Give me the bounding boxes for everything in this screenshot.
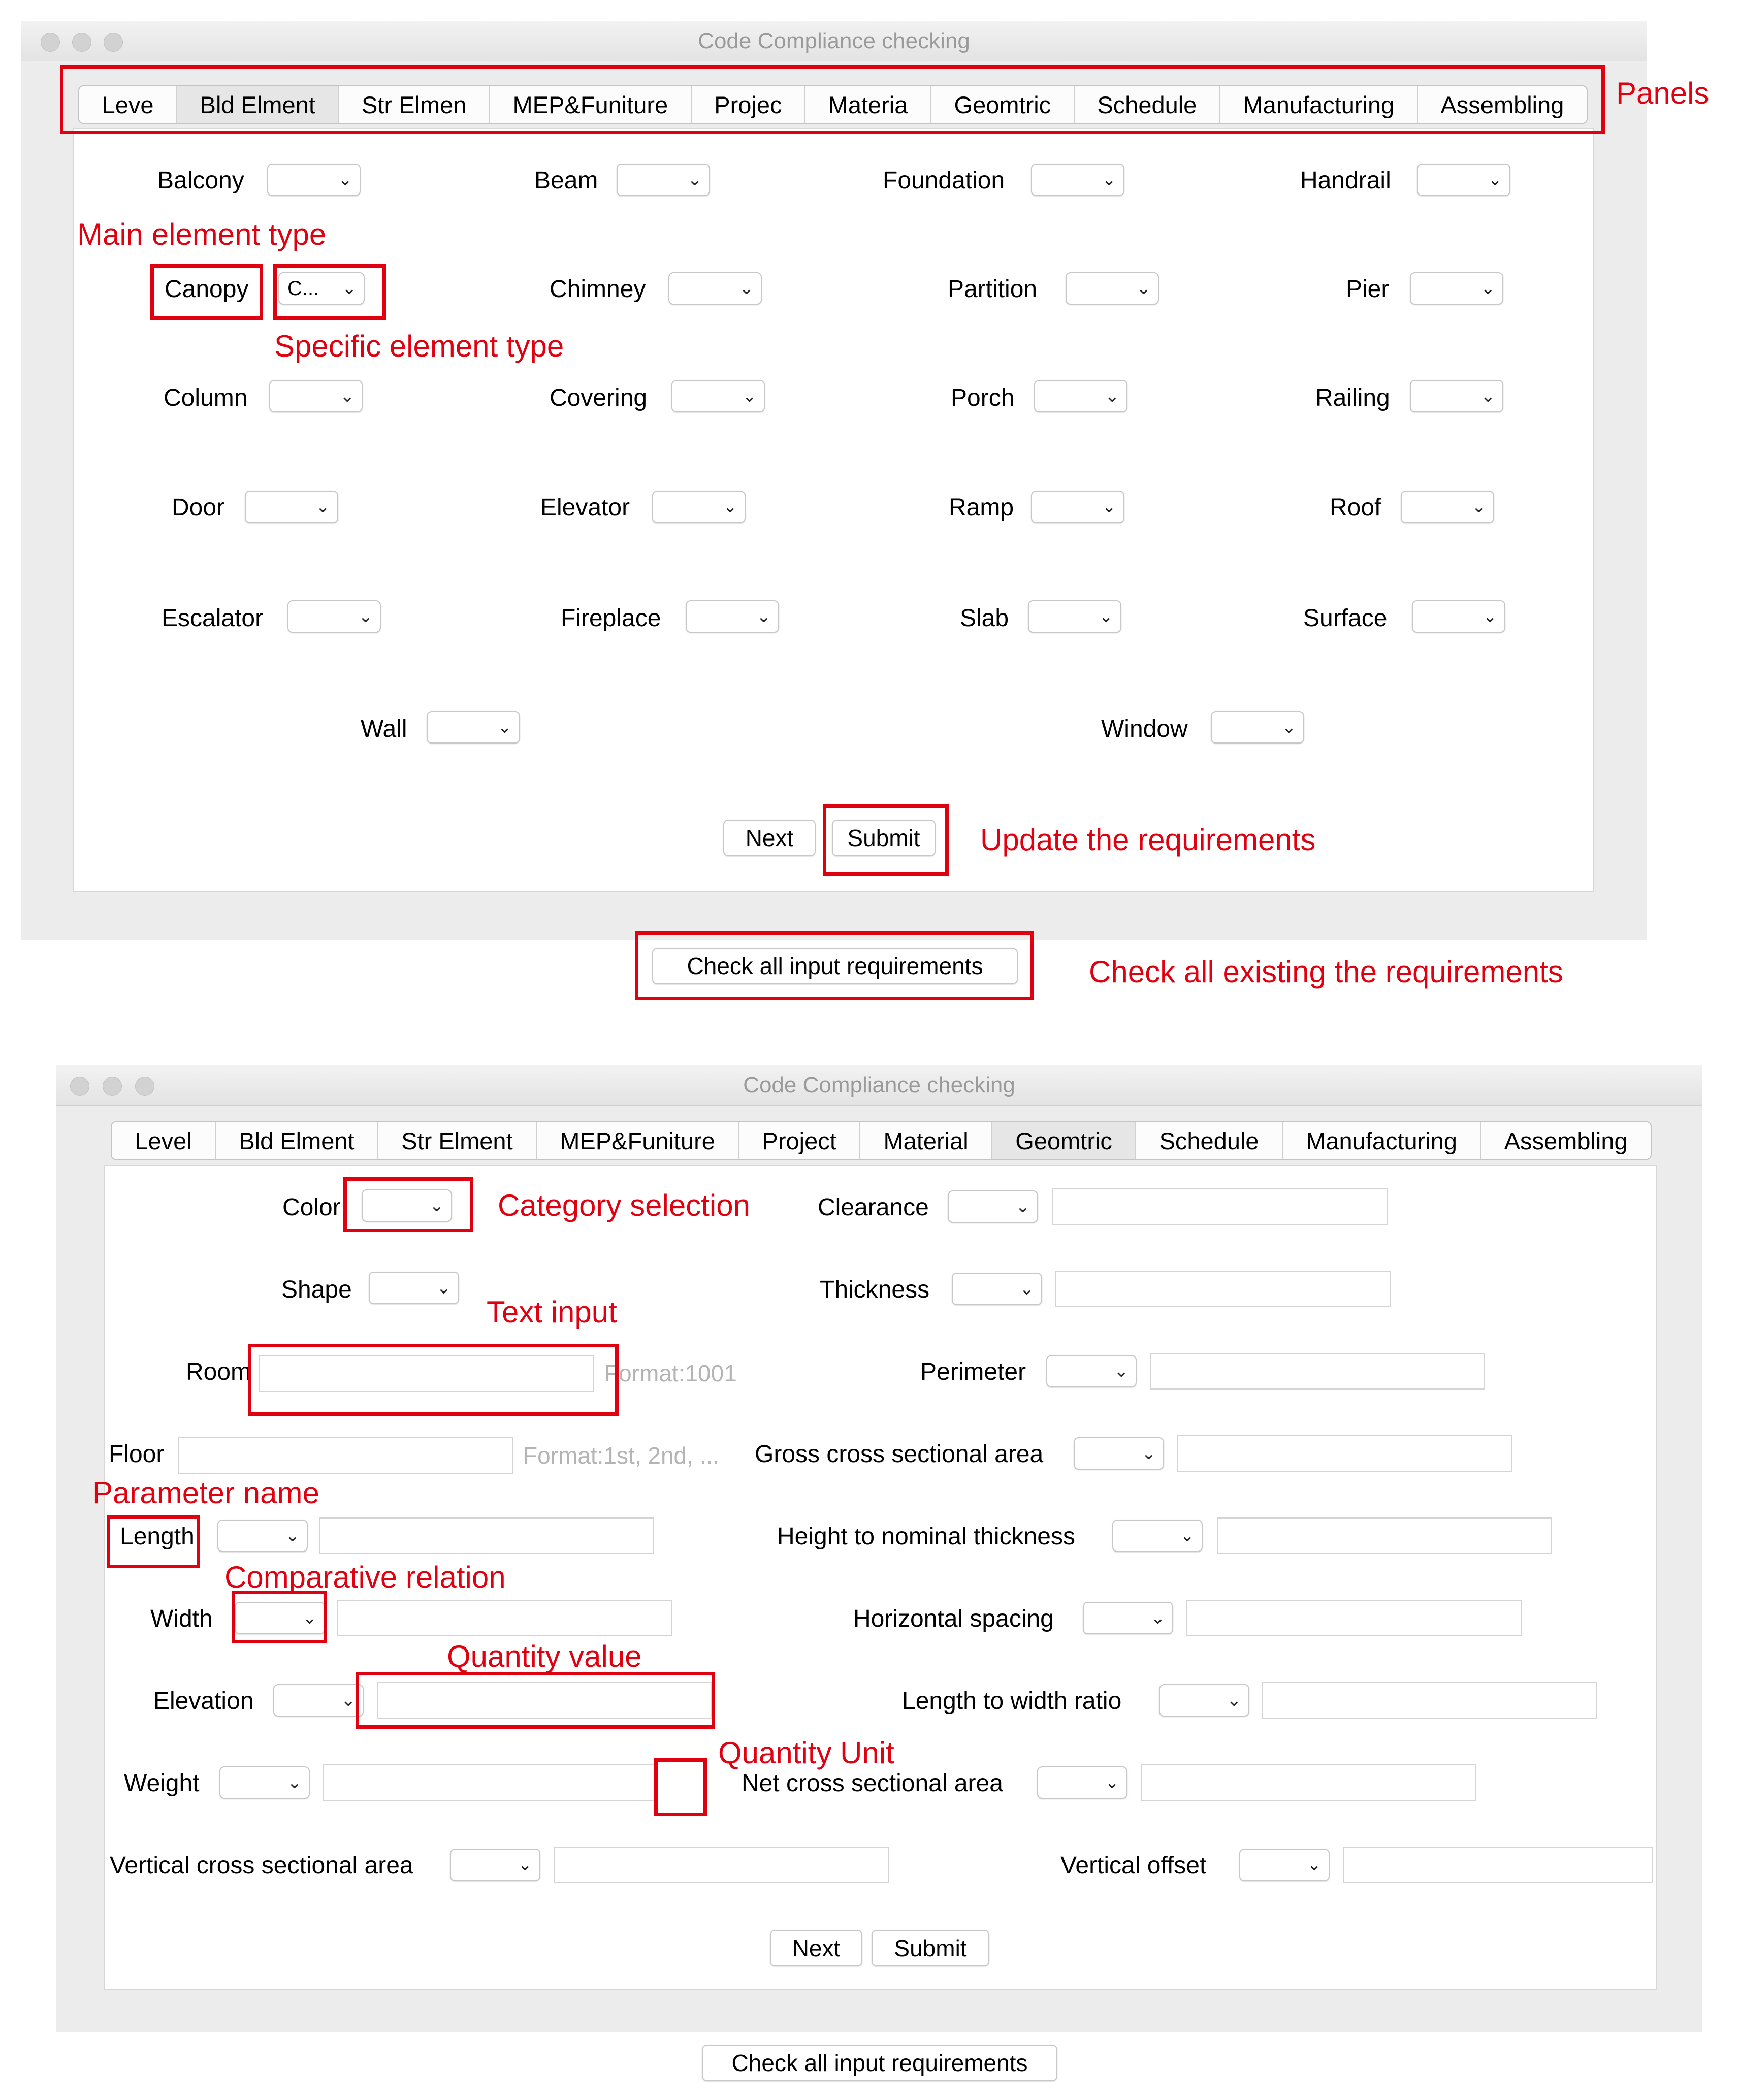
chevron-down-icon: ⌄ [1471, 497, 1486, 516]
width-value-field[interactable] [337, 1600, 672, 1636]
parameter-name-annotation: Parameter name [92, 1476, 319, 1510]
shape-combo[interactable] [369, 1272, 459, 1304]
chevron-down-icon: ⌄ [1141, 1444, 1156, 1463]
panels-highlight [60, 65, 1605, 134]
label-railing: Railing [1315, 384, 1390, 411]
chevron-down-icon: ⌄ [1105, 386, 1119, 406]
label-covering: Covering [550, 384, 648, 411]
comparative-annotation: Comparative relation [224, 1560, 506, 1594]
chevron-down-icon: ⌄ [687, 170, 702, 189]
floor-format-hint: Format:1st, 2nd, ... [523, 1442, 720, 1469]
ncsa-value-field[interactable] [1141, 1764, 1476, 1801]
tab-material[interactable]: Material [860, 1122, 992, 1159]
ramp-combo[interactable] [1031, 491, 1124, 523]
panels-annotation: Panels [1616, 76, 1710, 110]
chevron-down-icon: ⌄ [1180, 1526, 1195, 1545]
tab-level[interactable]: Leve [79, 86, 177, 123]
tab-mep-furniture[interactable]: MEP&Funiture [490, 86, 692, 123]
label-perimeter: Perimeter [920, 1359, 1026, 1385]
label-width: Width [150, 1605, 213, 1632]
label-pier: Pier [1346, 276, 1390, 303]
text-input-annotation: Text input [487, 1295, 617, 1329]
chevron-down-icon: ⌄ [1150, 1608, 1165, 1628]
label-porch: Porch [951, 384, 1015, 411]
fireplace-combo[interactable] [686, 600, 779, 633]
h2nt-relation-combo[interactable] [1112, 1520, 1203, 1552]
elevation-relation-combo[interactable] [273, 1684, 364, 1717]
label-canopy: Canopy [165, 276, 249, 303]
specific-type-annotation: Specific element type [274, 329, 564, 363]
escalator-combo[interactable] [287, 600, 381, 633]
chevron-down-icon: ⌄ [342, 279, 357, 298]
tab-material[interactable]: Materia [805, 86, 931, 123]
label-elevator: Elevator [540, 494, 630, 521]
balcony-combo[interactable] [267, 164, 361, 196]
parameter-name-highlight [107, 1515, 200, 1568]
chevron-down-icon: ⌄ [518, 1855, 532, 1875]
check-all-requirements-button[interactable]: Check all input requirements [702, 2045, 1057, 2081]
chevron-down-icon: ⌄ [1227, 1691, 1241, 1710]
tab-level[interactable]: Level [112, 1122, 216, 1159]
voffset-relation-combo[interactable] [1239, 1849, 1330, 1881]
tab-building-element[interactable]: Bld Elment [177, 86, 339, 123]
submit-highlight [823, 804, 949, 876]
covering-combo[interactable] [671, 380, 765, 412]
chevron-down-icon: ⌄ [340, 386, 355, 406]
label-length: Length [120, 1523, 195, 1550]
window-title: Code Compliance checking [698, 28, 970, 53]
chevron-down-icon: ⌄ [1114, 1362, 1129, 1381]
quantity-unit-annotation: Quantity Unit [718, 1736, 894, 1770]
window-title: Code Compliance checking [743, 1073, 1015, 1097]
main-type-annotation: Main element type [77, 217, 327, 251]
tab-project[interactable]: Projec [692, 86, 805, 123]
label-room: Room [186, 1359, 251, 1385]
beam-combo[interactable] [617, 164, 710, 196]
chevron-down-icon: ⌄ [1102, 170, 1116, 189]
roof-combo[interactable] [1401, 491, 1494, 523]
gcsa-value-field[interactable] [1177, 1435, 1512, 1472]
label-slab: Slab [960, 605, 1009, 632]
window-combo[interactable] [1211, 711, 1304, 744]
specific-type-highlight [273, 264, 386, 320]
hspacing-relation-combo[interactable] [1083, 1602, 1173, 1634]
chevron-down-icon: ⌄ [315, 497, 330, 516]
label-foundation: Foundation [883, 167, 1005, 194]
check-all-requirements-button[interactable]: Check all input requirements [652, 948, 1018, 984]
label-vertical-cross-sectional-area: Vertical cross sectional area [110, 1852, 413, 1879]
chevron-down-icon: ⌄ [742, 386, 757, 406]
label-height-to-nominal-thickness: Height to nominal thickness [777, 1523, 1075, 1550]
chevron-down-icon: ⌄ [429, 1196, 444, 1215]
column-combo[interactable] [269, 380, 363, 412]
tab-manufacturing[interactable]: Manufacturing [1283, 1122, 1481, 1159]
label-chimney: Chimney [550, 276, 646, 303]
tab-schedule[interactable]: Schedule [1136, 1122, 1283, 1159]
foundation-combo[interactable] [1031, 164, 1124, 196]
ncsa-relation-combo[interactable] [1037, 1766, 1127, 1799]
tab-geometric[interactable]: Geomtric [931, 86, 1075, 123]
chevron-down-icon: ⌄ [341, 1691, 356, 1710]
text-input-highlight [248, 1344, 619, 1416]
tab-bar [111, 1121, 1652, 1160]
update-annotation: Update the requirements [980, 823, 1316, 857]
window-top [21, 21, 1647, 940]
label-wall: Wall [361, 716, 407, 742]
thickness-value-field[interactable] [1055, 1271, 1391, 1307]
tab-assembling[interactable]: Assembling [1504, 1127, 1628, 1154]
thickness-relation-combo[interactable] [952, 1273, 1042, 1305]
chevron-down-icon: ⌄ [1480, 279, 1495, 298]
railing-combo[interactable] [1410, 380, 1503, 412]
chevron-down-icon: ⌄ [1099, 607, 1113, 626]
chevron-down-icon: ⌄ [1281, 718, 1296, 737]
label-clearance: Clearance [818, 1194, 929, 1221]
label-length-to-width-ratio: Length to width ratio [902, 1688, 1122, 1715]
chevron-down-icon: ⌄ [497, 718, 512, 737]
tab-project[interactable]: Project [739, 1122, 860, 1159]
chevron-down-icon: ⌄ [358, 607, 373, 626]
label-handrail: Handrail [1300, 167, 1391, 194]
surface-combo[interactable] [1412, 600, 1505, 633]
porch-combo[interactable] [1034, 380, 1127, 412]
submit-button[interactable]: Submit [872, 1930, 989, 1966]
label-column: Column [164, 384, 248, 411]
perimeter-value-field[interactable] [1150, 1353, 1485, 1390]
gcsa-relation-combo[interactable] [1074, 1437, 1164, 1470]
label-fireplace: Fireplace [561, 605, 661, 632]
room-format-hint: Format:1001 [604, 1360, 737, 1386]
label-escalator: Escalator [162, 605, 264, 632]
label-weight: Weight [124, 1770, 200, 1797]
chevron-down-icon: ⌄ [302, 1608, 317, 1628]
label-color: Color [282, 1194, 341, 1221]
quantity-unit-highlight [654, 1758, 707, 1816]
label-thickness: Thickness [820, 1276, 930, 1303]
quantity-value-highlight [356, 1672, 715, 1729]
chevron-down-icon: ⌄ [1102, 497, 1116, 516]
chevron-down-icon: ⌄ [1019, 1279, 1034, 1299]
chevron-down-icon: ⌄ [739, 279, 754, 298]
chevron-down-icon: ⌄ [1483, 607, 1497, 626]
label-partition: Partition [948, 276, 1038, 303]
partition-combo[interactable] [1066, 272, 1159, 305]
label-door: Door [172, 494, 225, 521]
next-button[interactable]: Next [770, 1930, 862, 1966]
tab-schedule[interactable]: Schedule [1075, 86, 1220, 123]
submit-button[interactable]: Submit [832, 820, 936, 856]
chevron-down-icon: ⌄ [1015, 1197, 1030, 1216]
label-horizontal-spacing: Horizontal spacing [853, 1605, 1054, 1632]
chevron-down-icon: ⌄ [1105, 1773, 1119, 1792]
tab-mep-furniture[interactable]: MEP&Funiture [537, 1122, 739, 1159]
quantity-value-annotation: Quantity value [447, 1639, 642, 1673]
perimeter-relation-combo[interactable] [1046, 1355, 1137, 1387]
label-beam: Beam [534, 167, 598, 194]
main-type-highlight [150, 264, 263, 320]
chevron-down-icon: ⌄ [338, 170, 352, 189]
comparative-highlight [232, 1591, 327, 1643]
label-shape: Shape [281, 1276, 352, 1303]
vcsa-value-field[interactable] [554, 1847, 889, 1883]
chevron-down-icon: ⌄ [285, 1526, 300, 1545]
clearance-relation-combo[interactable] [948, 1190, 1038, 1223]
slab-combo[interactable] [1028, 600, 1121, 633]
chevron-down-icon: ⌄ [723, 497, 737, 516]
hspacing-value-field[interactable] [1186, 1600, 1522, 1636]
door-combo[interactable] [245, 491, 338, 523]
label-surface: Surface [1303, 605, 1388, 632]
tab-structural-element[interactable]: Str Elmen [339, 86, 490, 123]
weight-value-field[interactable] [323, 1764, 658, 1801]
label-ramp: Ramp [949, 494, 1014, 521]
vcsa-relation-combo[interactable] [450, 1849, 540, 1881]
next-button[interactable]: Next [723, 820, 816, 856]
label-floor: Floor [109, 1441, 165, 1468]
l2wr-value-field[interactable] [1262, 1682, 1597, 1719]
pier-combo[interactable] [1410, 272, 1503, 305]
chevron-down-icon: ⌄ [1307, 1855, 1322, 1875]
tab-assembling[interactable]: Assembling [1440, 91, 1564, 118]
elevator-combo[interactable] [652, 491, 746, 523]
combo-value: C... [287, 277, 319, 300]
label-roof: Roof [1330, 494, 1381, 521]
chevron-down-icon: ⌄ [756, 607, 771, 626]
voffset-value-field[interactable] [1343, 1847, 1653, 1883]
chevron-down-icon: ⌄ [287, 1773, 302, 1792]
tab-manufacturing[interactable]: Manufacturing [1220, 86, 1418, 123]
tab-geometric[interactable]: Geomtric [992, 1122, 1136, 1159]
length-value-field[interactable] [319, 1517, 654, 1554]
chevron-down-icon: ⌄ [1480, 386, 1495, 406]
chimney-combo[interactable] [668, 272, 762, 305]
label-balcony: Balcony [157, 167, 244, 194]
floor-field[interactable] [178, 1437, 513, 1474]
length-relation-combo[interactable] [217, 1520, 308, 1552]
chevron-down-icon: ⌄ [1136, 279, 1151, 298]
l2wr-relation-combo[interactable] [1159, 1684, 1249, 1717]
weight-relation-combo[interactable] [219, 1766, 310, 1799]
check-all-highlight [635, 931, 1034, 1000]
chevron-down-icon: ⌄ [436, 1278, 451, 1298]
category-highlight [343, 1177, 473, 1232]
tab-building-element[interactable]: Bld Elment [216, 1122, 378, 1159]
label-vertical-offset: Vertical offset [1060, 1852, 1207, 1879]
wall-combo[interactable] [427, 711, 520, 744]
clearance-value-field[interactable] [1052, 1188, 1388, 1225]
check-all-annotation: Check all existing the requirements [1089, 955, 1563, 989]
handrail-combo[interactable] [1417, 164, 1510, 196]
label-elevation: Elevation [153, 1688, 254, 1715]
tab-structural-element[interactable]: Str Elment [378, 1122, 537, 1159]
h2nt-value-field[interactable] [1217, 1517, 1552, 1554]
label-net-cross-sectional-area: Net cross sectional area [742, 1770, 1003, 1797]
category-annotation: Category selection [498, 1188, 750, 1222]
label-gross-cross-sectional-area: Gross cross sectional area [755, 1441, 1044, 1468]
chevron-down-icon: ⌄ [1488, 170, 1502, 189]
label-window: Window [1101, 716, 1188, 742]
